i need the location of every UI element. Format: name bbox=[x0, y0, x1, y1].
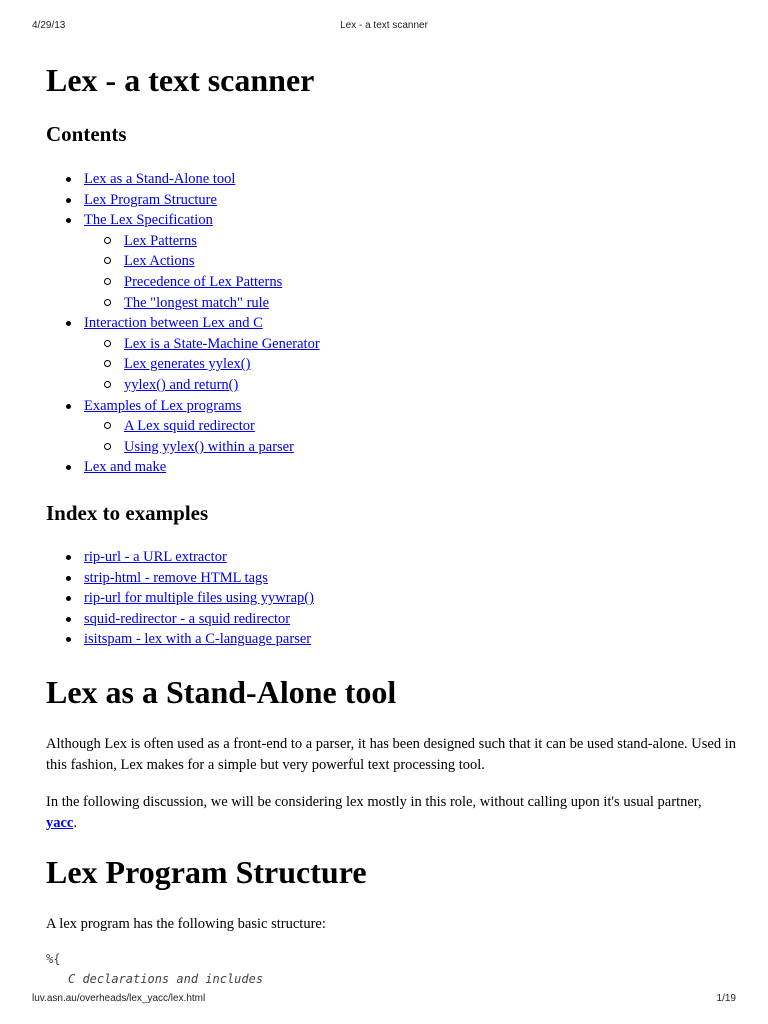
code-line: %{ bbox=[46, 952, 61, 966]
list-item bbox=[84, 416, 320, 437]
toc-link[interactable]: Lex as a Stand-Alone tool bbox=[84, 171, 236, 187]
toc-sublist bbox=[84, 416, 320, 457]
list-item bbox=[84, 375, 320, 396]
print-page-title: Lex - a text scanner bbox=[340, 20, 428, 31]
page-title: Lex - a text scanner bbox=[46, 62, 315, 98]
example-link[interactable]: rip-url - a URL extractor bbox=[84, 549, 227, 565]
toc-link[interactable]: Lex and make bbox=[84, 459, 167, 476]
section-heading-standalone: Lex as a Stand-Alone tool bbox=[46, 674, 397, 710]
example-link[interactable]: rip-url for multiple files using yywrap() bbox=[84, 590, 314, 607]
contents-heading: Contents bbox=[46, 122, 127, 146]
toc-sublist bbox=[84, 334, 320, 396]
list-item bbox=[84, 231, 320, 252]
toc-link[interactable]: yylex() and return() bbox=[124, 376, 239, 393]
list-item bbox=[46, 629, 314, 650]
toc-link[interactable]: Lex Actions bbox=[124, 253, 195, 270]
list-item bbox=[46, 396, 320, 458]
toc-link[interactable]: Lex generates yylex() bbox=[124, 356, 251, 373]
toc-link[interactable]: Lex Program Structure bbox=[84, 191, 217, 208]
page-number: 1/19 bbox=[716, 993, 736, 1004]
paragraph-end: . bbox=[73, 814, 77, 831]
list-item bbox=[84, 334, 320, 355]
list-item bbox=[84, 293, 320, 314]
index-list bbox=[46, 547, 314, 650]
example-link[interactable]: strip-html - remove HTML tags bbox=[84, 569, 268, 586]
toc-link[interactable]: A Lex squid redirector bbox=[124, 418, 255, 435]
code-block bbox=[46, 949, 263, 989]
list-item bbox=[46, 547, 314, 568]
list-item bbox=[46, 457, 320, 478]
toc-link[interactable]: Lex is a State-Machine Generator bbox=[124, 335, 320, 352]
list-item bbox=[84, 437, 320, 458]
list-item bbox=[46, 313, 320, 395]
paragraph: A lex program has the following basic structure: bbox=[46, 916, 326, 932]
toc-link[interactable]: Lex Patterns bbox=[124, 232, 197, 249]
list-item bbox=[46, 588, 314, 609]
toc-link[interactable]: Using yylex() within a parser bbox=[124, 438, 294, 455]
index-heading: Index to examples bbox=[46, 501, 209, 525]
print-footer bbox=[0, 993, 768, 1007]
toc-link[interactable]: The "longest match" rule bbox=[124, 294, 270, 311]
list-item bbox=[46, 190, 320, 211]
list-item bbox=[84, 251, 320, 272]
example-link[interactable]: isitspam - lex with a C-language parser bbox=[84, 631, 312, 648]
paragraph: Although Lex is often used as a front-end to a parser, it has been designed such that it can be used stand-alone. Used in this fashion, Lex makes for a simple but very powerful text processing tool. bbox=[46, 736, 736, 773]
section-heading-structure: Lex Program Structure bbox=[46, 854, 367, 890]
example-link[interactable]: squid-redirector - a squid redirector bbox=[84, 610, 291, 627]
list-item bbox=[46, 568, 314, 589]
paragraph bbox=[46, 792, 736, 833]
list-item bbox=[46, 169, 320, 190]
list-item bbox=[84, 354, 320, 375]
list-item bbox=[84, 272, 320, 293]
toc-link[interactable]: Interaction between Lex and C bbox=[84, 315, 263, 332]
paragraph-text: In the following discussion, we will be considering lex mostly in this role, without calling upon it's usual partner, bbox=[46, 794, 702, 810]
toc-sublist bbox=[84, 231, 320, 313]
print-header bbox=[0, 20, 768, 34]
toc-link[interactable]: The Lex Specification bbox=[84, 212, 213, 229]
print-url: luv.asn.au/overheads/lex_yacc/lex.html bbox=[32, 993, 206, 1004]
list-item bbox=[46, 609, 314, 630]
toc-link[interactable]: Examples of Lex programs bbox=[84, 397, 242, 414]
print-date: 4/29/13 bbox=[32, 20, 66, 31]
code-line: C declarations and includes bbox=[68, 972, 264, 986]
toc-link[interactable]: Precedence of Lex Patterns bbox=[124, 273, 283, 290]
list-item bbox=[46, 210, 320, 313]
contents-list bbox=[46, 169, 320, 478]
yacc-link[interactable]: yacc bbox=[46, 814, 74, 831]
